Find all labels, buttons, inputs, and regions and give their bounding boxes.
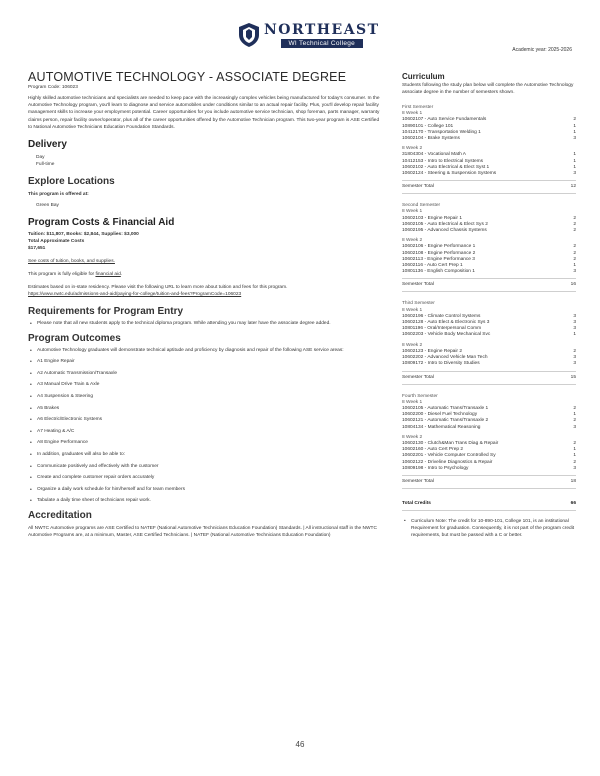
course-credits: 2 (573, 250, 576, 256)
block-label: 8 Week 2 (402, 434, 423, 440)
eligible-suffix: . (120, 272, 123, 278)
eligible-prefix: This program is fully eligible for (28, 272, 96, 278)
curriculum-note: • Curriculum Note: The credit for 10-890-101, College 101, is an institutional Requirement for graduation. Consequently, it is not part of the program credit requirements, but must be passed with a C or better. (402, 518, 576, 540)
course-name: 10602201 - Vehicle Computer Controlled Sy (402, 453, 496, 459)
list-item: • Organize a daily work schedule for him/herself and for team members (28, 487, 386, 493)
course-credits: 1 (573, 412, 576, 418)
see-costs-link[interactable]: See costs of tuition, books, and supplies. (28, 259, 115, 265)
program-intro: Highly skilled automotive technicians and specialists are needed to keep pace with the increasingly complex vehicles being manufactured for today's consumer. In the Automotive Technology program, you'll learn to diagnose and service automobiles under conditions similar to an actual repair facility. Plus, you'll develop repair facility management skills to increase your employment potential. Career opportunities for you include automotive service technician, shop foreman, parts manager, warranty claims person, repair facility owner/operator, plus all of the career opportunities offered by the Automotive Technician program. This two-year program is ASE Certified to National Automotive Technicians Education Foundation Standards. (28, 96, 380, 130)
financial-aid-link[interactable]: financial aid (95, 272, 121, 278)
course-row (402, 228, 576, 234)
location-item[interactable]: Green Bay (36, 203, 59, 209)
block-label: 8 Week 2 (402, 342, 423, 348)
curriculum-heading: Curriculum (402, 72, 445, 81)
list-item: • Communicate positively and effectively with the customer (28, 464, 386, 470)
delivery-item: Full-time (36, 162, 55, 168)
course-name: 10602200 - Diesel Fuel Technology (402, 412, 478, 418)
semester-total-value: 18 (570, 478, 576, 484)
course-credits: 2 (573, 256, 576, 262)
total-credits-label: Total Credits (402, 500, 431, 506)
list-item: • In addition, graduates will also be able to: (28, 452, 386, 458)
course-name: 10602128 - Auto Elect & Electronic Sys 3 (402, 320, 490, 326)
list-item: • Automotive Technology graduates will demonstrate technical aptitude and proficiency by diagnosis and repair of the following ASE service areas: (28, 348, 386, 354)
list-item: • A8 Engine Performance (28, 440, 386, 446)
semester-total (402, 375, 576, 381)
list-item: • A6 Electric/Electronic Systems (28, 417, 386, 423)
course-name: 10602107 - Auto Service Fundamentals (402, 117, 487, 123)
northeast-shield-logo-icon (238, 22, 260, 48)
program-details (28, 70, 386, 540)
course-name: 10890101 - College 101 (402, 123, 454, 129)
requirements-list (28, 321, 386, 327)
course-credits: 1 (573, 332, 576, 338)
course-name: 10804134 - Mathematical Reasoning (402, 424, 481, 430)
list-item: • A4 Suspension & Steering (28, 394, 386, 400)
logo-name: NORTHEAST (264, 21, 380, 38)
academic-year: Academic year: 2025-2026 (512, 47, 572, 53)
divider (402, 291, 576, 292)
course-name: 10602105 - Auto Electrical & Elect Sys 2 (402, 221, 488, 227)
list-item: • A7 Heating & A/C (28, 429, 386, 435)
semester-total-value: 12 (570, 184, 576, 190)
semester-total-label: Semester Total (402, 184, 434, 190)
program-code: Program Code: 106023 (28, 85, 78, 90)
course-credits: 3 (573, 136, 576, 142)
financial-aid-line (28, 271, 386, 278)
page-header (0, 0, 600, 62)
course-name: 10602121 - Automatic Trans/Transaxle 2 (402, 418, 489, 424)
semester-name: Third Semester (402, 301, 435, 307)
course-name: 10809198 - Intro to Psychology (402, 465, 469, 471)
course-credits: 3 (573, 320, 576, 326)
course-credits: 3 (573, 361, 576, 367)
college-logo[interactable] (238, 22, 380, 48)
semester-total-label: Semester Total (402, 478, 434, 484)
course-name: 10602203 - Vehicle Body Mechanical Svc (402, 332, 491, 338)
semester-total (402, 282, 576, 288)
course-name: 10602104 - Brake Systems (402, 136, 460, 142)
semester-total-label: Semester Total (402, 282, 434, 288)
course-name: 10412153 - Intro to Electrical Systems (402, 158, 484, 164)
course-name: 10602195 - Advanced Chassis Systems (402, 228, 487, 234)
list-item: • A1 Engine Repair (28, 359, 386, 365)
course-name: 10602113 - Engine Performance 3 (402, 256, 475, 262)
course-credits: 1 (573, 129, 576, 135)
course-name: 10809172 - Intro to Diversity Studies (402, 361, 480, 367)
curriculum-panel (402, 72, 576, 540)
list-item: • Tabulate a daily time sheet of technicians repair work. (28, 498, 386, 504)
curriculum-intro: Students following the study plan below will complete the Automotive Technology associate degree in the number of semesters shown. (402, 83, 574, 95)
course-credits: 2 (573, 215, 576, 221)
total-costs-label: Total Approximate Costs (28, 239, 85, 245)
course-credits: 2 (573, 405, 576, 411)
logo-subtitle: WI Technical College (281, 39, 364, 48)
course-name: 10602122 - Driveline Diagnostics & Repair (402, 459, 493, 465)
course-row (402, 171, 576, 177)
semester-name: Fourth Semester (402, 393, 438, 399)
course-credits: 3 (573, 355, 576, 361)
estimates-text: Estimates based on in-state residency. Please visit the following URL to learn more about tuition and fees for this program. (28, 285, 288, 291)
course-credits: 2 (573, 418, 576, 424)
divider (402, 371, 576, 372)
list-item: • A5 Brakes (28, 406, 386, 412)
course-credits: 3 (573, 465, 576, 471)
course-credits: 3 (573, 424, 576, 430)
course-credits: 2 (573, 459, 576, 465)
course-name: 10602108 - Engine Performance 2 (402, 250, 476, 256)
course-credits: 3 (573, 326, 576, 332)
delivery-item: Day (36, 155, 45, 161)
delivery-heading: Delivery (28, 139, 67, 151)
course-name: 10602105 - Automatic Trans/Transaxle 1 (402, 405, 489, 411)
block-label: 8 Week 2 (402, 238, 423, 244)
block-label: 8 Week 1 (402, 111, 423, 117)
course-credits: 3 (573, 313, 576, 319)
divider (402, 180, 576, 181)
course-credits: 1 (573, 152, 576, 158)
course-row (402, 361, 576, 367)
semester-name: Second Semester (402, 203, 441, 209)
list-item: • Please note that all new students apply to the technical diploma program. While attending you may later have the associate degree added. (28, 321, 386, 327)
course-credits: 2 (573, 228, 576, 234)
semester-total (402, 184, 576, 190)
costs-heading: Program Costs & Financial Aid (28, 217, 175, 229)
course-credits: 1 (573, 164, 576, 170)
total-credits (402, 501, 576, 507)
semester-total-value: 15 (570, 374, 576, 380)
course-credits: 1 (573, 158, 576, 164)
course-name: 10602130 - Clutch&Man Trans Diag & Repair (402, 440, 499, 446)
course-credits: 3 (573, 171, 576, 177)
page-number: 46 (295, 740, 305, 749)
divider (402, 488, 576, 489)
course-name: 10602124 - Steering & Suspension Systems (402, 171, 497, 177)
divider (402, 510, 576, 511)
page-title: AUTOMOTIVE TECHNOLOGY - ASSOCIATE DEGREE (28, 70, 347, 84)
locations-heading: Explore Locations (28, 176, 115, 188)
block-label: 8 Week 1 (402, 307, 423, 313)
course-name: 10602160 - Auto Cert Prep 2 (402, 447, 464, 453)
course-credits: 2 (573, 221, 576, 227)
block-label: 8 Week 1 (402, 209, 423, 215)
course-credits: 2 (573, 117, 576, 123)
outcomes-list (28, 348, 386, 505)
tuition-line: Tuition: $11,807, Books: $2,844, Supplies: $3,000 (28, 232, 139, 238)
accreditation-text: All NWTC Automotive programs are ASE Certified to NATEF (National Automotive Technicians Education Foundation) Standards. | All instructional staff in the NWTC Automotive Programs are, at a minimum, Master, ASE Certified Technicians. | NATEF (National Automotive Technicians Education Foundation) (28, 525, 377, 539)
course-credits: 1 (573, 263, 576, 269)
outcomes-heading: Program Outcomes (28, 332, 121, 344)
course-row (402, 332, 576, 338)
course-name: 10602202 - Advanced Vehicle Man Tech (402, 355, 488, 361)
divider (402, 475, 576, 476)
course-credits: 2 (573, 440, 576, 446)
course-name: 10602196 - Climate Control Systems (402, 313, 481, 319)
tuition-url-link[interactable]: https://www.nwtc.edu/admissions-and-aid/paying-for-college/tuition-and-fees?ProgramCode=106023 (28, 292, 242, 298)
list-item: • A3 Manual Drive Train & Axle (28, 382, 386, 388)
course-name: 10801196 - Oral/Interpersonal Comm (402, 326, 482, 332)
semester-total-value: 16 (570, 282, 576, 288)
course-name: 10801136 - English Composition 1 (402, 269, 475, 275)
semester-fourth (402, 394, 576, 489)
divider (402, 193, 576, 194)
course-credits: 1 (573, 123, 576, 129)
course-credits: 2 (573, 348, 576, 354)
semester-second (402, 203, 576, 292)
course-row (402, 466, 576, 472)
course-name: 10602103 - Engine Repair 1 (402, 215, 463, 221)
block-label: 8 Week 1 (402, 399, 423, 405)
list-item: • A2 Automatic Transmission/Transaxle (28, 371, 386, 377)
requirements-heading: Requirements for Program Entry (28, 306, 184, 318)
semester-name: First Semester (402, 105, 434, 110)
course-credits: 1 (573, 447, 576, 453)
divider (402, 384, 576, 385)
curriculum-note-list (402, 518, 576, 540)
accreditation-heading: Accreditation (28, 509, 92, 521)
list-item: • Create and complete customer repair orders accurately (28, 475, 386, 481)
divider (402, 278, 576, 279)
semester-total-label: Semester Total (402, 374, 434, 380)
course-name: 31804304 - Vocational Math A (402, 152, 467, 158)
course-name: 10412170 - Transportation Welding 1 (402, 129, 481, 135)
semester-third (402, 301, 576, 384)
course-name: 10602123 - Engine Repair 2 (402, 348, 463, 354)
total-costs-value: $17,651 (28, 246, 46, 252)
course-row (402, 425, 576, 431)
course-credits: 2 (573, 244, 576, 250)
course-row (402, 136, 576, 142)
course-name: 10602116 - Auto Cert Prep 1 (402, 263, 463, 269)
semester-total (402, 479, 576, 485)
course-name: 10602102 - Auto Electrical & Elect Syst 1 (402, 164, 490, 170)
offered-label: This program is offered at: (28, 192, 89, 198)
course-credits: 1 (573, 453, 576, 459)
semester-first (402, 105, 576, 194)
block-label: 8 Week 2 (402, 146, 423, 152)
course-credits: 3 (573, 269, 576, 275)
course-name: 10602106 - Engine Performance 1 (402, 244, 476, 250)
course-row (402, 269, 576, 275)
total-credits-value: 66 (570, 500, 576, 506)
